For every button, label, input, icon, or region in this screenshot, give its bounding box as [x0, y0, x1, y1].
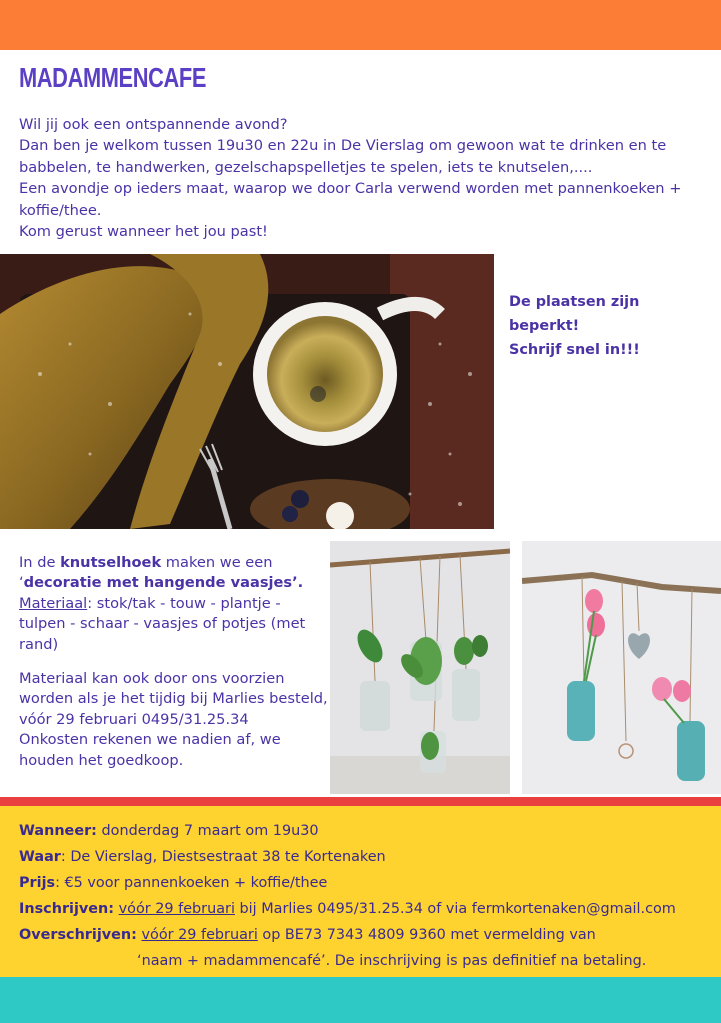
intro-text: [19, 114, 709, 242]
detail-label: Wanneer:: [19, 823, 97, 839]
craft-corner-text: [19, 553, 331, 771]
craft-text: In de: [19, 554, 61, 571]
detail-value: donderdag 7 maart om 19u30: [96, 823, 319, 839]
hanging-vases-illustration: [330, 541, 510, 794]
intro-line: Wil jij ook een ontspannende avond?: [19, 116, 288, 133]
detail-value: : De Vierslag, Diestsestraat 38 te Kortenaken: [60, 849, 386, 865]
callout-line: De plaatsen zijn beperkt!: [509, 294, 640, 334]
detail-value: op BE73 7343 4809 9360 met vermelding van: [257, 927, 596, 943]
detail-price: [19, 870, 719, 896]
craft-text: ‘: [19, 574, 24, 592]
bottom-teal-bar: [0, 977, 721, 1023]
hanging-vases-photo-2: [522, 541, 721, 794]
material-label: Materiaal: [19, 594, 88, 612]
detail-label: Waar: [19, 849, 61, 865]
intro-line: Een avondje op ieders maat, waarop we door Carla verwend worden met pannenkoeken + koffie/thee.: [19, 180, 682, 219]
craft-bold-text: decoratie met hangende vaasjes’.: [23, 574, 304, 592]
detail-value: bij Marlies 0495/31.25.34 of via fermkortenaken@gmail.com: [234, 901, 676, 917]
intro-line: Kom gerust wanneer het jou past!: [19, 223, 268, 241]
detail-label: Overschrijven:: [19, 927, 137, 943]
craft-intro: [19, 553, 331, 655]
deadline-text: vóór 29 februari: [118, 901, 235, 917]
red-divider-bar: [0, 797, 721, 806]
craft-text: maken we een: [161, 554, 273, 571]
deadline-text: vóór 29 februari: [141, 927, 258, 943]
detail-label: Prijs: [19, 875, 56, 891]
top-orange-bar: [0, 0, 721, 50]
page-title: MADAMMENCAFE: [19, 62, 207, 93]
detail-transfer: [19, 922, 719, 948]
material-text: : stok/tak - touw - plantje - tulpen - schaar - vaasjes of potjes (met rand): [19, 594, 306, 653]
callout-line: Schrijf snel in!!!: [509, 342, 640, 358]
craft-cost-text: Onkosten rekenen we nadien af, we houden het goedkoop.: [19, 731, 281, 769]
hanging-vases-photo-1: [330, 541, 510, 794]
detail-register: [19, 896, 719, 922]
pancake-coffee-photo: [0, 254, 494, 529]
detail-value: : €5 voor pannenkoeken + koffie/thee: [55, 875, 328, 891]
pancake-coffee-illustration: [0, 254, 494, 529]
craft-bold-text: knutselhoek: [60, 554, 162, 571]
detail-where: [19, 844, 719, 870]
intro-line: Dan ben je welkom tussen 19u30 en 22u in De Vierslag om gewoon wat te drinken en te babbelen, te handwerken, gezelschapspelletjes te spelen, iets te knutselen,....: [19, 137, 667, 176]
detail-transfer-note: ‘naam + madammencafé’. De inschrijving is pas definitief na betaling.: [137, 953, 647, 969]
limited-places-callout: [509, 290, 714, 362]
detail-when: [19, 818, 719, 844]
event-details: [19, 818, 719, 974]
detail-label: Inschrijven:: [19, 901, 115, 917]
hanging-vases-tulips-illustration: [522, 541, 721, 794]
craft-order-text: Materiaal kan ook door ons voorzien worden als je het tijdig bij Marlies besteld, vóór 29 februari 0495/31.25.34: [19, 670, 328, 728]
